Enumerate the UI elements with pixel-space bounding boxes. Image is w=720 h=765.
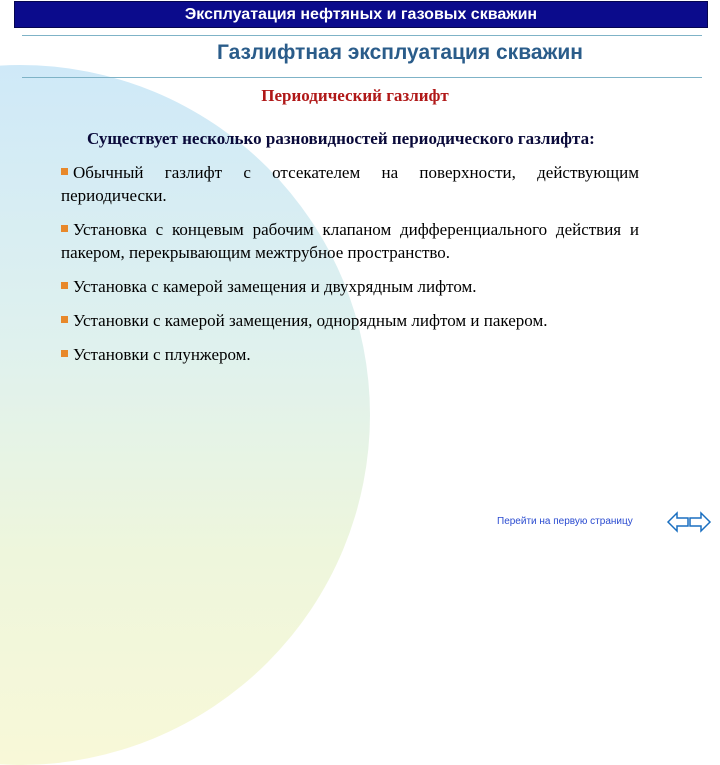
arrow-left-icon[interactable] (666, 510, 690, 534)
square-bullet-icon (61, 350, 68, 357)
top-divider (22, 35, 702, 36)
list-item-text: Установки с плунжером. (73, 345, 251, 364)
window-title: Эксплуатация нефтяных и газовых скважин (184, 6, 538, 23)
page-title: Газлифтная эксплуатация скважин (216, 41, 583, 64)
list-item-text: Обычный газлифт с отсекателем на поверхности, действующим периодически. (61, 163, 639, 205)
square-bullet-icon (61, 282, 68, 289)
intro-paragraph: Существует несколько разновидностей периодического газлифта: (87, 129, 595, 148)
first-page-link[interactable]: Перейти на первую страницу (497, 516, 633, 527)
arrow-right-icon[interactable] (688, 510, 712, 534)
list-item (61, 275, 639, 298)
square-bullet-icon (61, 316, 68, 323)
list-item-text: Установка с концевым рабочим клапаном дифференциального действия и пакером, перекрывающим межтрубное пространство. (61, 220, 639, 262)
list-item (61, 343, 639, 366)
section-subtitle: Периодический газлифт (261, 86, 449, 105)
content-body (61, 127, 639, 377)
title-divider (22, 77, 702, 78)
list-item (61, 309, 639, 332)
list-item (61, 218, 639, 264)
title-bar (14, 1, 708, 28)
list-item (61, 161, 639, 207)
square-bullet-icon (61, 225, 68, 232)
list-item-text: Установки с камерой замещения, однорядным лифтом и пакером. (73, 311, 548, 330)
square-bullet-icon (61, 168, 68, 175)
list-item-text: Установка с камерой замещения и двухрядным лифтом. (73, 277, 477, 296)
